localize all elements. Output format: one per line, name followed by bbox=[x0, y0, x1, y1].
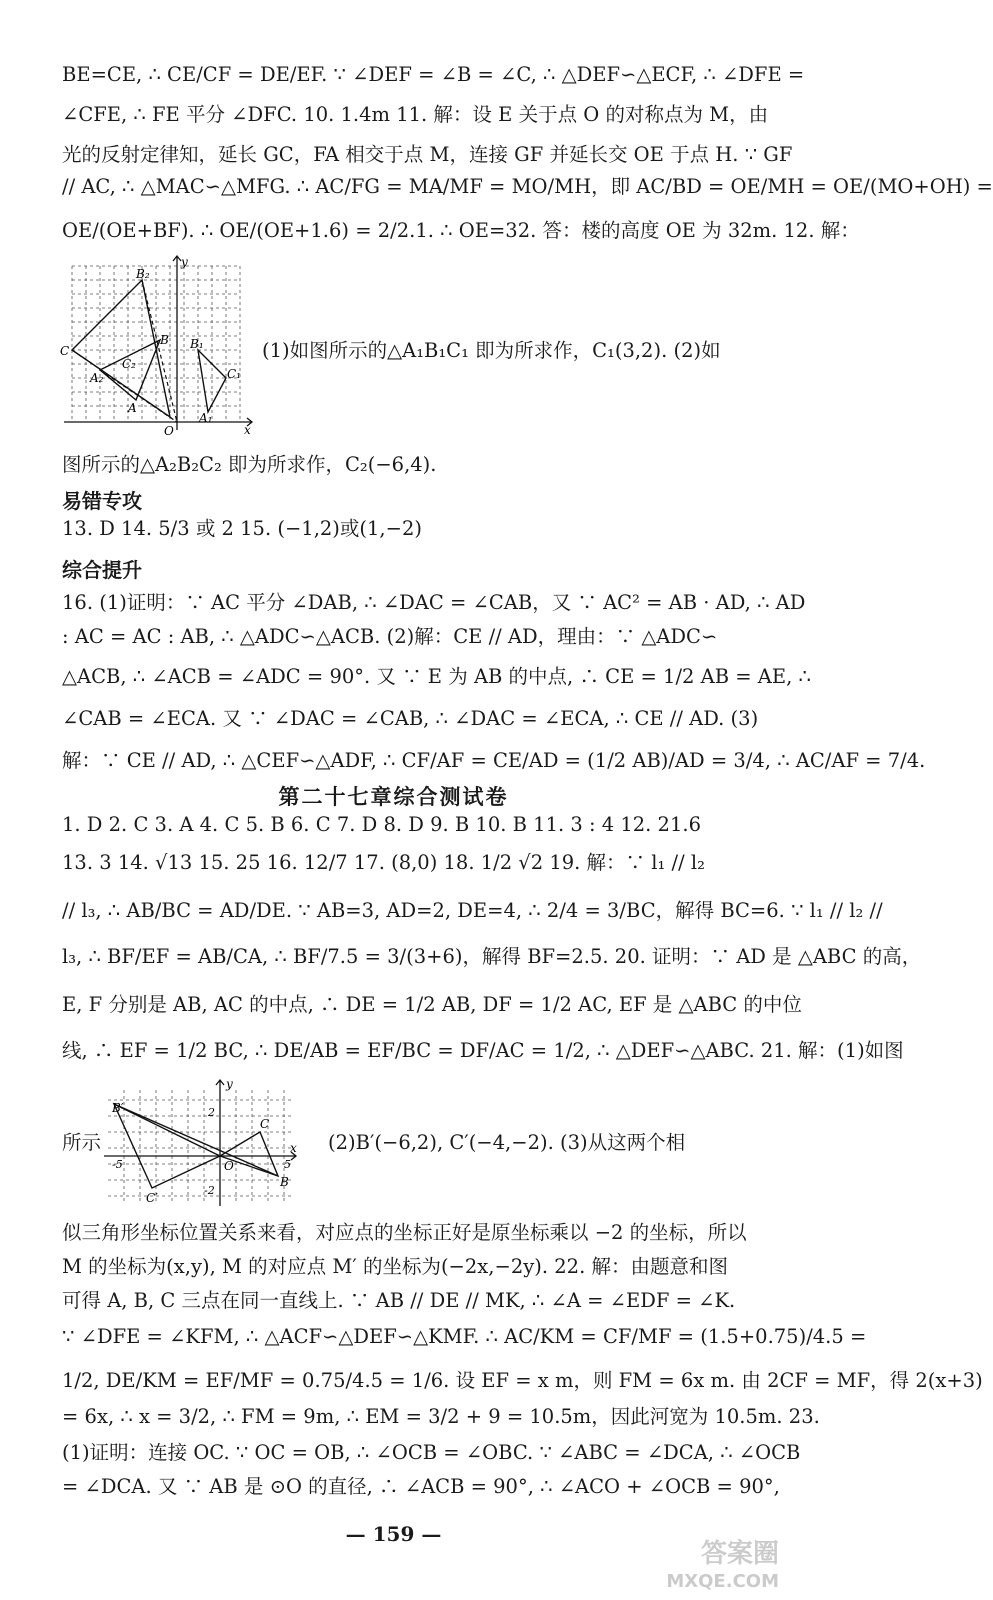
origin-label: O bbox=[224, 1159, 234, 1173]
point-label: C bbox=[260, 1117, 270, 1131]
tick-label: -2 bbox=[204, 1184, 215, 1197]
point-label: C′ bbox=[146, 1191, 158, 1205]
tick-label: 2 bbox=[208, 1106, 215, 1119]
point-label: B₁ bbox=[190, 337, 204, 351]
figure-2-caption-right: (2)B′(−6,2), C′(−4,−2). (3)从这两个相 bbox=[328, 1131, 686, 1154]
text-line: 似三角形坐标位置关系来看，对应点的坐标正好是原坐标乘以 −2 的坐标，所以 bbox=[62, 1221, 747, 1244]
watermark-line-1: 答案圈 bbox=[700, 1539, 779, 1569]
text-line: // l₃, ∴ AB/BC = AD/DE. ∵ AB=3, AD=2, DE=4, ∴ 2/4 = 3/BC，解得 BC=6. ∵ l₁ // l₂ // bbox=[62, 899, 883, 922]
text-line: M 的坐标为(x,y), M 的对应点 M′ 的坐标为(−2x,−2y). 22. 解：由题意和图 bbox=[62, 1255, 728, 1278]
y-axis-label: y bbox=[226, 1077, 233, 1091]
triangle-a2b2c2 bbox=[72, 280, 170, 417]
text-line: = 6x, ∴ x = 3/2, ∴ FM = 9m, ∴ EM = 3/2 + 9 = 10.5m，因此河宽为 10.5m. 23. bbox=[62, 1405, 820, 1428]
text-line: △ACB, ∴ ∠ACB = ∠ADC = 90°. 又 ∵ E 为 AB 的中点, ∴ CE = 1/2 AB = AE, ∴ bbox=[62, 665, 811, 688]
text-line: 线, ∴ EF = 1/2 BC, ∴ DE/AB = EF/BC = DF/AC = 1/2, ∴ △DEF∽△ABC. 21. 解：(1)如图 bbox=[62, 1039, 904, 1062]
point-label: C₂ bbox=[122, 357, 136, 371]
figure-1-caption: (1)如图所示的△A₁B₁C₁ 即为所求作，C₁(3,2). (2)如 bbox=[262, 339, 721, 362]
coordinate-figure-2 bbox=[100, 1076, 300, 1208]
text-line: (1)证明：连接 OC. ∵ OC = OB, ∴ ∠OCB = ∠OBC. ∵ ∠ABC = ∠DCA, ∴ ∠OCB bbox=[62, 1441, 801, 1464]
text-line: E, F 分别是 AB, AC 的中点, ∴ DE = 1/2 AB, DF = 1/2 AC, EF 是 △ABC 的中位 bbox=[62, 993, 802, 1016]
point-label: B bbox=[160, 333, 169, 347]
text-line: 13. 3 14. √13 15. 25 16. 12/7 17. (8,0) 18. 1/2 √2 19. 解：∵ l₁ // l₂ bbox=[62, 851, 705, 874]
tick-label: -5 bbox=[112, 1158, 123, 1171]
text-line: BE=CE, ∴ CE/CF = DE/EF. ∵ ∠DEF = ∠B = ∠C, ∴ △DEF∽△ECF, ∴ ∠DFE = bbox=[62, 63, 805, 86]
section-heading: 综合提升 bbox=[62, 558, 142, 582]
text-line: l₃, ∴ BF/EF = AB/CA, ∴ BF/7.5 = 3/(3+6)，解得 BF=2.5. 20. 证明：∵ AD 是 △ABC 的高， bbox=[62, 945, 922, 968]
text-line: 16. (1)证明：∵ AC 平分 ∠DAB, ∴ ∠DAC = ∠CAB，又 ∵ AC² = AB · AD, ∴ AD bbox=[62, 591, 806, 614]
point-label: B₂ bbox=[136, 267, 150, 281]
point-label: C₁ bbox=[227, 367, 241, 381]
x-axis-label: x bbox=[290, 1141, 297, 1155]
text-line: : AC = AC : AB, ∴ △ADC∽△ACB. (2)解：CE // AD，理由：∵ △ADC∽ bbox=[62, 625, 718, 648]
watermark-logo bbox=[666, 1540, 779, 1596]
text-line: 图所示的△A₂B₂C₂ 即为所求作，C₂(−6,4). bbox=[62, 453, 437, 476]
text-line: 1/2, DE/KM = EF/MF = 0.75/4.5 = 1/6. 设 EF = x m，则 FM = 6x m. 由 2CF = MF，得 2(x+3) bbox=[62, 1369, 983, 1392]
watermark-line-2: MXQE.COM bbox=[666, 1571, 779, 1592]
text-line: = ∠DCA. 又 ∵ AB 是 ⊙O 的直径, ∴ ∠ACB = 90°, ∴ ∠ACO + ∠OCB = 90°, bbox=[62, 1475, 780, 1498]
section-heading: 易错专攻 bbox=[62, 489, 142, 513]
coordinate-figure-1 bbox=[60, 252, 260, 442]
text-line: 光的反射定律知，延长 GC，FA 相交于点 M，连接 GF 并延长交 OE 于点 H. ∵ GF bbox=[62, 143, 793, 166]
text-line: 13. D 14. 5/3 或 2 15. (−1,2)或(1,−2) bbox=[62, 517, 422, 540]
text-line: ∵ ∠DFE = ∠KFM, ∴ △ACF∽△DEF∽△KMF. ∴ AC/KM = CF/MF = (1.5+0.75)/4.5 = bbox=[62, 1325, 867, 1348]
y-axis-label: y bbox=[181, 255, 188, 269]
page-number: — 159 — bbox=[345, 1522, 442, 1546]
text-line: 可得 A, B, C 三点在同一直线上. ∵ AB // DE // MK, ∴ ∠A = ∠EDF = ∠K. bbox=[62, 1289, 736, 1312]
point-label: A₁ bbox=[199, 411, 213, 425]
point-label: B bbox=[280, 1175, 289, 1189]
text-line: OE/(OE+BF). ∴ OE/(OE+1.6) = 2/2.1. ∴ OE=32. 答：楼的高度 OE 为 32m. 12. 解： bbox=[62, 219, 860, 242]
x-axis-label: x bbox=[244, 423, 251, 437]
text-line: // AC, ∴ △MAC∽△MFG. ∴ AC/FG = MA/MF = MO/MH，即 AC/BD = OE/MH = OE/(MO+OH) = bbox=[62, 175, 993, 198]
chapter-title: 第二十七章综合测试卷 bbox=[278, 784, 509, 809]
tick-label: 5 bbox=[284, 1158, 291, 1171]
text-line: 解：∵ CE // AD, ∴ △CEF∽△ADF, ∴ CF/AF = CE/AD = (1/2 AB)/AD = 3/4, ∴ AC/AF = 7/4. bbox=[62, 749, 926, 772]
text-line: ∠CAB = ∠ECA. 又 ∵ ∠DAC = ∠CAB, ∴ ∠DAC = ∠ECA, ∴ CE // AD. (3) bbox=[62, 707, 759, 730]
point-label: A bbox=[128, 401, 137, 415]
origin-label: O bbox=[164, 424, 174, 438]
point-label: C bbox=[60, 344, 70, 358]
text-line: 1. D 2. C 3. A 4. C 5. B 6. C 7. D 8. D 9. B 10. B 11. 3 : 4 12. 21.6 bbox=[62, 813, 701, 836]
text-line: ∠CFE, ∴ FE 平分 ∠DFC. 10. 1.4m 11. 解：设 E 关于点 O 的对称点为 M，由 bbox=[62, 103, 769, 126]
point-label: A₂ bbox=[90, 371, 104, 385]
figure-2-caption-left: 所示 bbox=[62, 1131, 102, 1154]
point-label: B′ bbox=[112, 1101, 124, 1115]
